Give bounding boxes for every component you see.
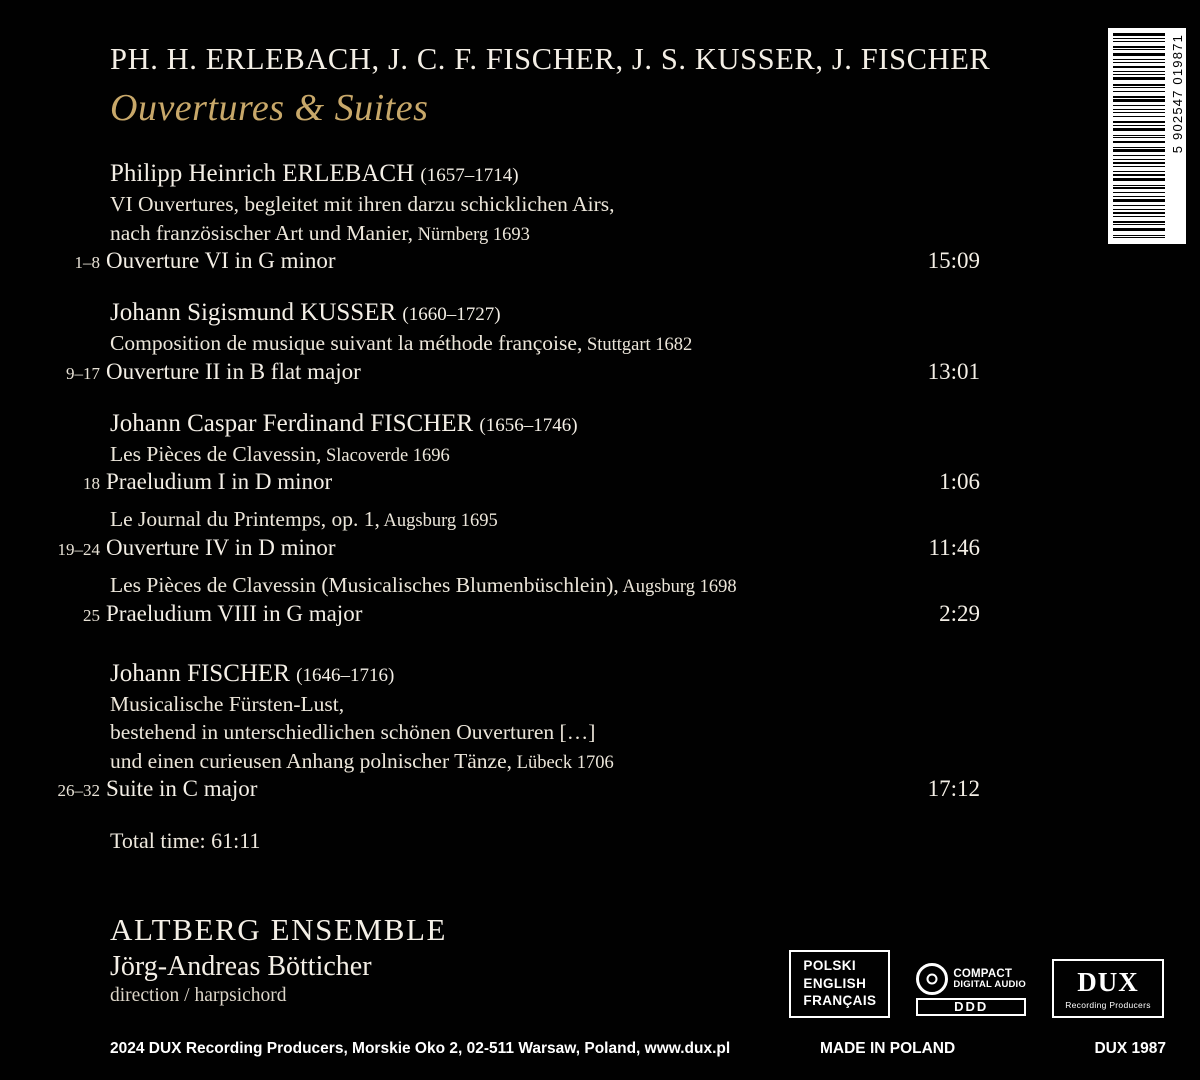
barcode-bar [1113,128,1165,131]
track-duration: 1:06 [939,469,980,495]
track-row [0,535,1010,561]
track-row [0,359,1010,385]
barcode-bar [1113,216,1165,217]
digital-audio-label: DIGITAL AUDIO [953,979,1026,991]
barcode-digits [1169,28,1186,244]
barcode-bar [1113,59,1165,60]
artist-role: direction / harpsichord [110,985,287,1006]
footer-catalog-number: DUX 1987 [1094,1040,1166,1057]
barcode-bar [1113,112,1165,113]
barcode-bar [1113,196,1165,197]
dux-logo-name: DUX [1077,967,1139,997]
work-title-text: Musicalische Fürsten-Lust, [110,691,345,716]
barcode-bar [1113,91,1165,92]
work-publication: Nürnberg 1693 [413,224,530,245]
work-title-line [110,690,1010,719]
track-numbers: 9–17 [66,363,100,383]
compact-label: COMPACT [953,968,1013,981]
composer-block [0,297,1010,385]
track-title: Ouverture II in B flat major [106,358,361,384]
barcode-bar [1113,84,1165,86]
barcode-bar [1113,62,1165,63]
barcode-bar [1113,171,1165,172]
barcode-bars [1108,28,1169,244]
languages-logo [789,950,890,1018]
barcode-bar [1113,228,1165,231]
barcode-bar [1113,121,1165,123]
composer-name [110,297,1010,329]
work-title-text: bestehend in unterschiedlichen schönen Ouverturen […] [110,720,596,745]
work-entry [0,571,1010,627]
work-publication: Augsburg 1698 [618,576,737,597]
barcode-bar [1113,66,1165,68]
track-row [0,248,1010,274]
work-title-text: nach französischer Art und Manier, [110,220,414,245]
barcode-bar [1113,116,1165,118]
work-entry [0,329,1010,385]
block-spacer [0,632,1010,658]
composer-name [110,658,1010,690]
language-francais: FRANÇAIS [803,993,877,1009]
barcode-bar [1113,96,1165,98]
composer-name-text: Johann Sigismund KUSSER [110,299,403,327]
barcode-bar [1113,77,1165,80]
footer [0,1040,1200,1066]
barcode-bar [1113,141,1165,143]
work-entry [0,190,1010,274]
footer-made-in: MADE IN POLAND [820,1040,956,1057]
work-publication: Lübeck 1706 [512,752,614,773]
logo-group [789,950,1164,1018]
composer-block [0,408,1010,627]
work-title-line [110,329,1010,358]
barcode-bar [1113,105,1165,106]
work-publication: Stuttgart 1682 [582,335,693,356]
compact-disc-logo [916,963,1026,1018]
barcode-bar [1113,49,1165,50]
work-title-line [110,718,1010,747]
ddd-label: DDD [916,998,1026,1016]
barcode-bar [1113,99,1165,102]
barcode-bar [1113,162,1165,164]
work-title-text: und einen curieusen Anhang polnischer Tänze, [110,748,513,773]
barcode-bar [1113,209,1165,210]
disc-icon [916,963,948,995]
track-title: Ouverture IV in D minor [106,534,336,560]
barcode-bar [1113,235,1165,236]
track-numbers: 26–32 [57,781,100,801]
barcode-bar [1113,187,1165,189]
composer-block [0,158,1010,274]
barcode-bar [1113,221,1165,223]
header [110,42,1100,130]
composer-name-text: Johann FISCHER [110,659,297,687]
dux-logo-subtitle: Recording Producers [1065,1000,1151,1010]
composer-name-text: Philipp Heinrich ERLEBACH [110,160,421,187]
composer-years: (1656–1746) [479,414,578,436]
track-numbers: 1–8 [74,253,100,273]
performer-credits [110,912,447,1007]
barcode-number: 5 902547 019871 [1170,34,1185,154]
work-publication: Augsburg 1695 [379,511,498,532]
barcode-bar [1113,178,1165,181]
work-entry [0,505,1010,561]
composer-name-text: Johann Caspar Ferdinand FISCHER [110,409,480,437]
work-title-text: Le Journal du Printemps, op. 1, [110,507,380,532]
total-time: Total time: 61:11 [110,828,261,854]
barcode-bar [1113,237,1165,238]
track-duration: 2:29 [939,600,980,626]
barcode-bar [1113,74,1165,75]
work-title-line [110,505,1010,534]
work-spacer [0,561,1010,571]
artist-name: Jörg-Andreas Bötticher [110,951,372,982]
dux-logo [1052,959,1164,1018]
track-row [0,601,1010,627]
barcode-bar [1113,199,1165,202]
track-duration: 13:01 [927,358,980,384]
album-title: Ouvertures & Suites [110,87,429,129]
work-title-line [110,190,1010,219]
composer-name [110,408,1010,440]
barcode-bar [1113,109,1165,110]
ensemble-name: ALTBERG ENSEMBLE [110,912,448,947]
work-title-text: Les Pièces de Clavessin, [110,441,322,466]
composer-years: (1646–1716) [296,664,395,686]
barcode-bar [1113,135,1165,136]
composer-name [110,158,1010,190]
track-row [0,776,1010,802]
track-row [0,469,1010,495]
track-title: Praeludium VIII in G major [106,600,363,626]
work-title-text: VI Ouvertures, begleitet mit ihren darzu schicklichen Airs, [110,192,615,216]
track-title: Praeludium I in D minor [106,469,333,495]
composer-years: (1657–1714) [420,165,519,186]
work-publication: Slacoverde 1696 [321,445,450,466]
barcode-bar [1113,137,1165,138]
barcode-bar [1113,41,1165,42]
track-duration: 17:12 [927,776,980,802]
barcode-bar [1113,38,1165,39]
track-numbers: 25 [83,605,100,625]
work-entry [0,440,1010,496]
barcode-bar [1113,205,1165,206]
work-title-line [110,219,1010,248]
barcode-bar [1113,224,1165,225]
barcode [1108,28,1186,244]
barcode-bar [1113,149,1165,152]
barcode-bar [1113,53,1165,56]
barcode-bar [1113,174,1165,176]
footer-copyright: 2024 DUX Recording Producers, Morskie Oko 2, 02-511 Warsaw, Poland, www.dux.pl [110,1040,731,1057]
track-duration: 11:46 [928,534,980,560]
barcode-bar [1113,185,1165,186]
barcode-bar [1113,46,1165,48]
track-title: Suite in C major [106,776,258,802]
barcode-bar [1113,125,1165,126]
compact-disc-mark [916,963,1026,995]
work-entry [0,690,1010,803]
barcode-bar [1113,33,1165,36]
barcode-bar [1113,147,1165,148]
composer-block [0,658,1010,803]
composers-line: PH. H. ERLEBACH, J. C. F. FISCHER, J. S. KUSSER, J. FISCHER [110,42,991,76]
work-title-line [110,571,1010,600]
barcode-bar [1113,71,1165,72]
barcode-bar [1113,87,1165,88]
work-title-text: Composition de musique suivant la méthode françoise, [110,331,583,356]
barcode-bar [1113,212,1165,214]
barcode-bar [1113,155,1165,156]
language-polski: POLSKI [803,958,857,974]
track-numbers: 18 [83,474,100,494]
block-spacer [0,279,1010,297]
tracklist [0,158,1010,854]
work-spacer [0,495,1010,505]
track-numbers: 19–24 [57,539,100,559]
composer-years: (1660–1727) [402,304,501,326]
track-title: Ouverture VI in G minor [106,248,336,274]
track-duration: 15:09 [927,248,980,274]
language-english: ENGLISH [803,975,867,991]
barcode-bar [1113,192,1165,193]
block-spacer [0,390,1010,408]
work-title-line [110,747,1010,776]
compact-disc-text [953,968,1026,990]
work-title-line [110,440,1010,469]
work-title-text: Les Pièces de Clavessin (Musicalisches Blumenbüschlein), [110,572,619,597]
barcode-bar [1113,159,1165,160]
barcode-bar [1113,166,1165,167]
